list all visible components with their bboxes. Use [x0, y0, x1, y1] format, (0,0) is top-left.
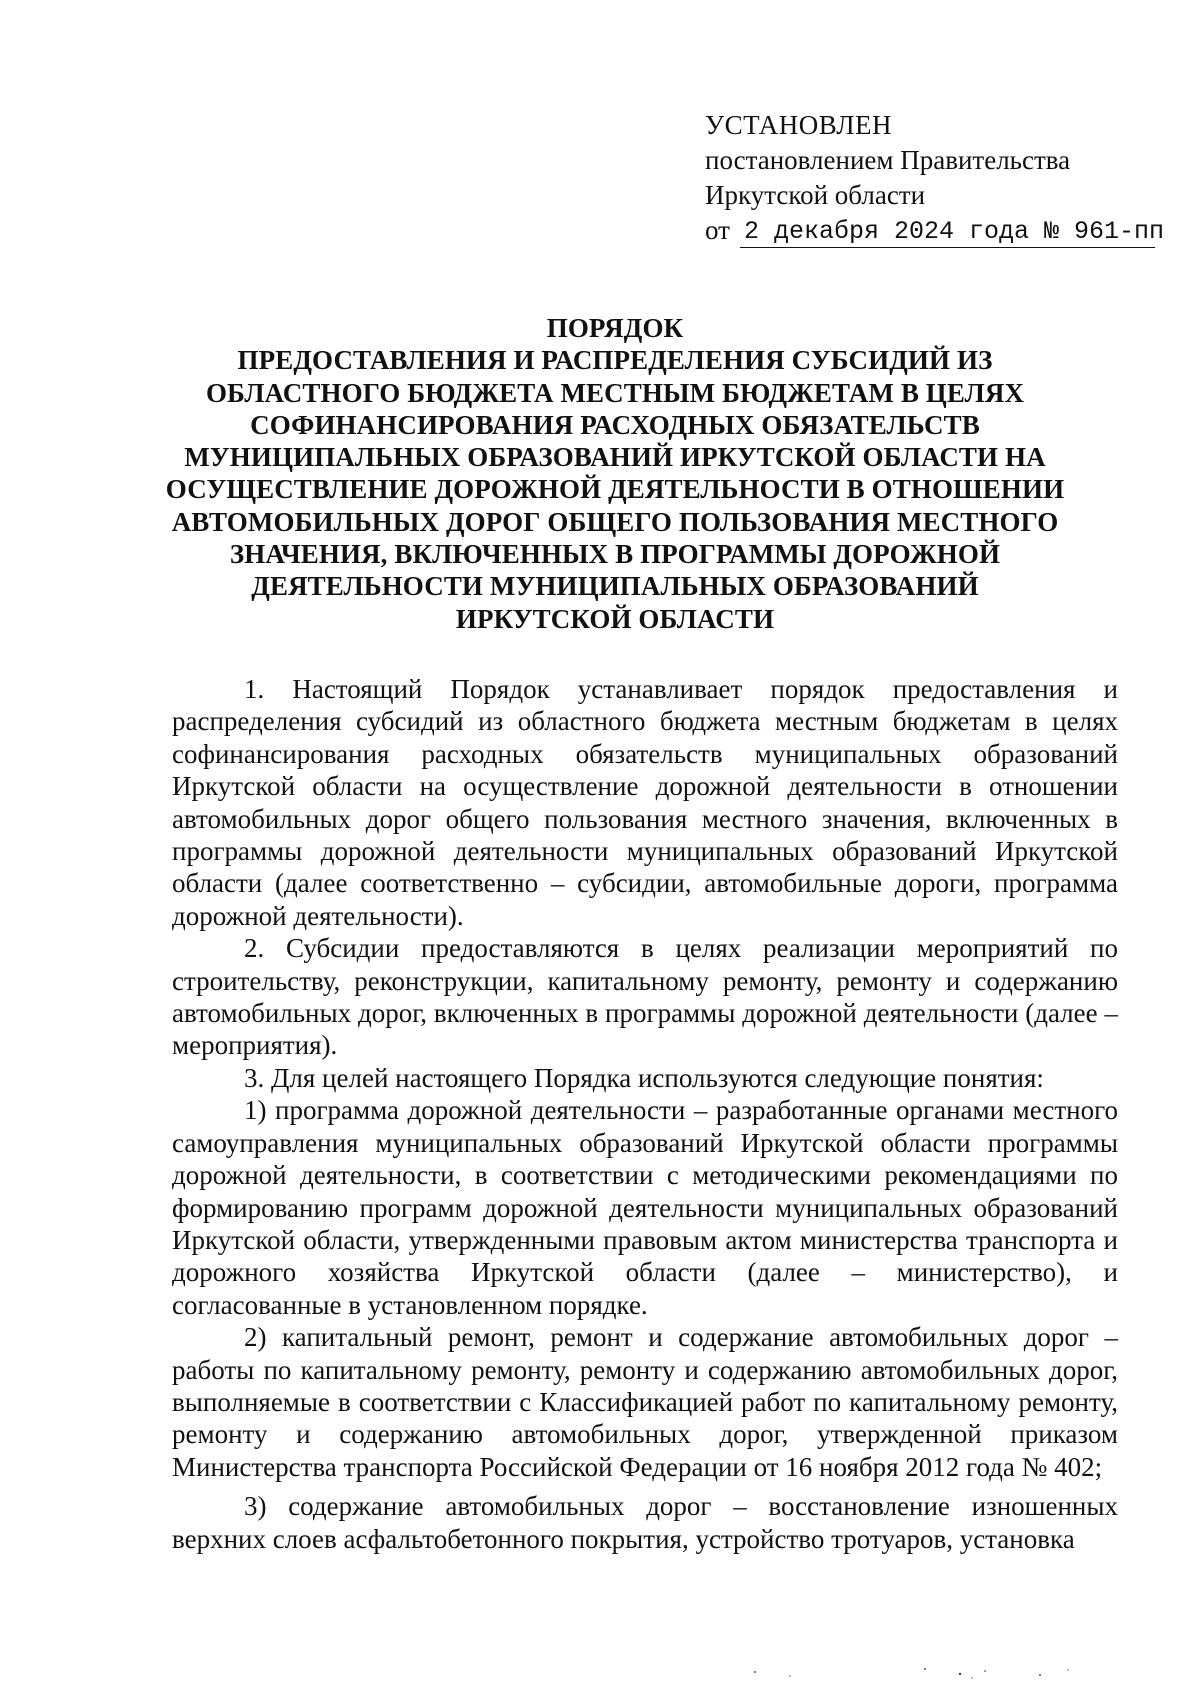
approval-date-row — [705, 213, 1165, 248]
title-line: ЗНАЧЕНИЯ, ВКЛЮЧЕННЫХ В ПРОГРАММЫ ДОРОЖНОЙ — [229, 539, 1001, 570]
document-body — [172, 673, 1118, 1555]
approval-date-text: 2 декабря 2024 года № — [743, 217, 1060, 246]
title-line: АВТОМОБИЛЬНЫХ ДОРОГ ОБЩЕГО ПОЛЬЗОВАНИЯ МЕСТНОГО — [171, 506, 1059, 537]
approval-line-1: постановлением Правительства — [705, 145, 1071, 175]
paragraph-3-3: 3) содержание автомобильных дорог – восстановление изношенных верхних слоев асфальтобетонного покрытия, устройство тротуаров, установка — [172, 1491, 1118, 1554]
title-line: СОФИНАНСИРОВАНИЯ РАСХОДНЫХ ОБЯЗАТЕЛЬСТВ — [250, 409, 980, 440]
title-line: ИРКУТСКОЙ ОБЛАСТИ — [455, 603, 775, 634]
title-line: ДЕЯТЕЛЬНОСТИ МУНИЦИПАЛЬНЫХ ОБРАЗОВАНИЙ — [251, 571, 979, 602]
scan-specks — [0, 1660, 1200, 1690]
approval-line-2: Иркутской области — [705, 180, 926, 210]
approval-block — [705, 108, 1165, 248]
title-line: ПРЕДОСТАВЛЕНИЯ И РАСПРЕДЕЛЕНИЯ СУБСИДИЙ ИЗ — [237, 345, 993, 376]
paragraph-3-2: 2) капитальный ремонт, ремонт и содержание автомобильных дорог – работы по капитальному ремонту, ремонту и содержанию автомобильных дорог, выполняемые в соответствии с Классификацией работ по капитальному ремонту, ремонту и содержанию автомобильных дорог, утвержденной приказом Министерства транспорта Российской Федерации от 16 ноября 2012 года № 402; — [172, 1322, 1118, 1482]
approval-title: УСТАНОВЛЕН — [705, 110, 893, 140]
paragraph-3: 3. Для целей настоящего Порядка используются следующие понятия: — [244, 1062, 1044, 1093]
title-line: МУНИЦИПАЛЬНЫХ ОБРАЗОВАНИЙ ИРКУТСКОЙ ОБЛАСТИ НА — [184, 442, 1046, 473]
title-line: ОБЛАСТНОГО БЮДЖЕТА МЕСТНЫМ БЮДЖЕТАМ В ЦЕЛЯХ — [205, 377, 1025, 408]
approval-date-value — [740, 217, 1165, 248]
approval-date-number: 961-пп — [1074, 217, 1165, 246]
title-line: ОСУЩЕСТВЛЕНИЕ ДОРОЖНОЙ ДЕЯТЕЛЬНОСТИ В ОТНОШЕНИИ — [165, 474, 1065, 505]
title-line: ПОРЯДОК — [546, 313, 684, 343]
paragraph-2: 2. Субсидии предоставляются в целях реализации мероприятий по строительству, реконструкции, капитальному ремонту, ремонту и содержанию автомобильных дорог, включенных в программы дорожной деятельности (далее – мероприятия). — [172, 933, 1118, 1061]
document-title — [150, 312, 1080, 635]
paragraph-1: 1. Настоящий Порядок устанавливает порядок предоставления и распределения субсидий из областного бюджета местным бюджетам в целях софинансирования расходных обязательств муниципальных образований Иркутской области на осуществление дорожной деятельности в отношении автомобильных дорог общего пользования местного значения, включенных в программы дорожной деятельности муниципальных образований Иркутской области (далее соответственно – субсидии, автомобильные дороги, программа дорожной деятельности). — [172, 674, 1118, 931]
approval-date-prefix: от — [705, 215, 730, 245]
paragraph-3-1: 1) программа дорожной деятельности – разработанные органами местного самоуправления муниципальных образований Иркутской области программы дорожной деятельности, в соответствии с методическими рекомендациями по формированию программ дорожной деятельности муниципальных образований Иркутской области, утвержденными правовым актом министерства транспорта и дорожного хозяйства Иркутской области (далее – министерство), и согласованные в установленном порядке. — [172, 1095, 1118, 1320]
